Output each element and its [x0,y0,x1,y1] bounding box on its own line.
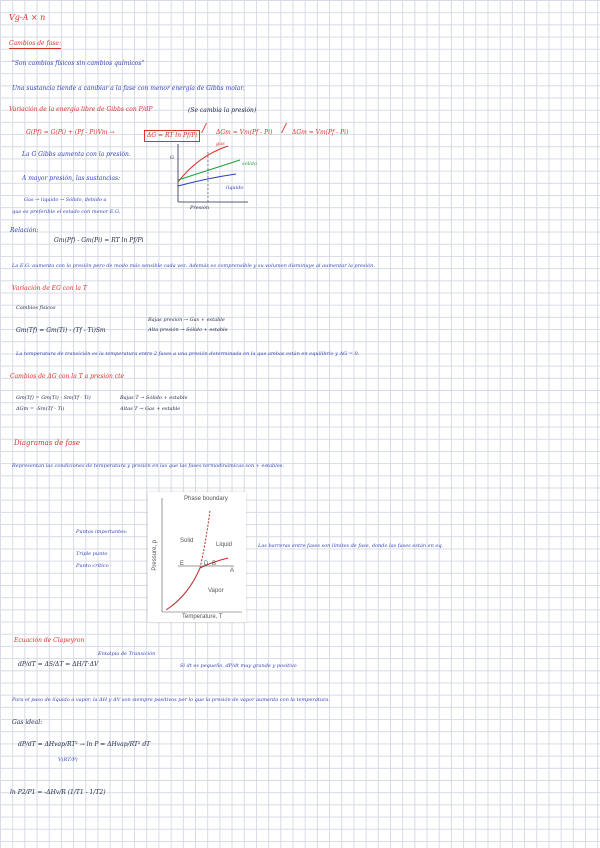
phase-diagram [148,492,246,622]
curve-label-solid: sólido [242,161,257,167]
side-note: Bajas presión → Gas + estable [148,317,225,323]
equation-boxed: ΔG = RT ln Pf/Pi [144,130,200,142]
graph-axis-x: Presión [190,205,210,211]
text-line: La G Gibbs aumenta con la presión. [22,151,131,158]
text-line: Una sustancia tiende a cambiar a la fase con menor energía de Gibbs molar. [12,85,245,92]
annotation: V(RT/P) [58,757,78,763]
equation: ΔGm = Vm(Pf - Pi) [292,129,349,136]
text-line: Las barreras entre fases son límites de fase, donde las fases están en eq. [258,543,444,549]
section-title-cambio-t-p: Cambios de ΔG con la T a presión cte [10,373,125,380]
text-line: A mayor presión, las sustancias: [22,175,121,182]
axis-y-label: Pressure, p [152,539,159,571]
quote-text: "Son cambios físicos sin cambios químicos" [12,60,145,67]
equation: Gm(Tf) = Gm(Ti) - (Tf - Ti)Sm [16,327,106,334]
curve-label-gas: gas [216,141,225,147]
section-title-cambios: Cambios de fase: [9,40,61,47]
gibbs-pressure-graph [168,140,278,216]
text-line: Para el paso de líquido a vapor, la ΔH y ΔV son siempre positivos por lo que la presión de vapor aumenta con la temperatura. [12,697,330,703]
side-note: Alta presión → Sólido + estable [148,327,228,333]
equation: Gm(Pf) - Gm(Pi) = RT ln Pf/Pi [54,237,144,244]
text-line: que es preferible el estado con menor E.G. [12,209,121,215]
text-line: Puntos importantes: [76,529,128,535]
text-line: Triple punto [76,551,108,557]
equation: ΔGm = Vm(Pf - Pi) [216,129,273,136]
label-solid: Solid [180,538,194,544]
section-note: (Se cambia la presión) [188,107,257,114]
subtitle: Cambios físicos [16,305,56,311]
section-title-gas-ideal: Gas ideal: [12,719,43,726]
text-line: La temperatura de transición es la temperatura entre 2 fases a una presión determinada en la que ambas están en equilibrio y ΔG = 0. [16,351,360,357]
axis-x-label: Temperature, T [182,614,223,620]
side-note: Si dt es pequeño, dP/dt muy grande y positivo [180,663,297,669]
text-line: Gas → líquido → Sólido, debido a [24,197,107,203]
point-label: E [180,561,185,567]
divider-slash: / [202,121,207,135]
point-label: B [212,561,217,567]
section-title-variacion-p: Variación de la energía libre de Gibbs con P/dP [9,106,153,113]
point-label: D [204,561,209,567]
equation: dP/dT = ΔS/ΔT = ΔH/T·ΔV [18,661,99,668]
section-title-variacion-t: Variación de EG con la T [12,285,87,292]
annotation: Entalpía de Transición [98,651,156,657]
label-vapor: Vapor [208,588,224,594]
label-liquid: Liquid [216,542,233,548]
section-title-relacion: Relación: [10,227,39,234]
section-title-clapeyron: Ecuación de Clapeyron [14,637,85,644]
section-title-diagramas: Diagramas de fase [14,439,81,447]
equation: G(Pf) = G(Pi) + (Pf - Pi)Vm → [26,129,115,136]
equation: ΔGm = -Sm(Tf - Ti) [16,406,65,412]
text-line: Punto crítico [76,563,109,569]
label-phase-boundary: Phase boundary [184,496,228,502]
equation: ln P2/P1 = -ΔHv/R (1/T1 - 1/T2) [10,789,106,796]
side-note: Bajas T → Sólido + estable [120,395,188,401]
side-note: Altas T → Gas + estable [120,406,181,412]
equation: Gm(Tf) = Gm(Ti) - Sm(Tf - Ti) [16,395,91,401]
text-line: Representan las condiciones de temperatura y presión en las que las fases termodinámicas son + estables. [12,463,284,469]
graph-axis-y: G [170,155,174,161]
curve-label-liquid: líquido [226,185,244,191]
divider-slash: / [282,121,287,135]
equation: dP/dT = ΔHvap/RT² → ln P = ΔHvap/RT² dT [18,741,151,748]
text-line: La E.G. aumenta con la presión pero de modo más sensible cada vez. Además es comprensible y su volumen disminuye al aumentar la presión. [12,263,375,269]
point-label: A [230,568,235,574]
page-title: Vg-A × n [9,13,46,22]
